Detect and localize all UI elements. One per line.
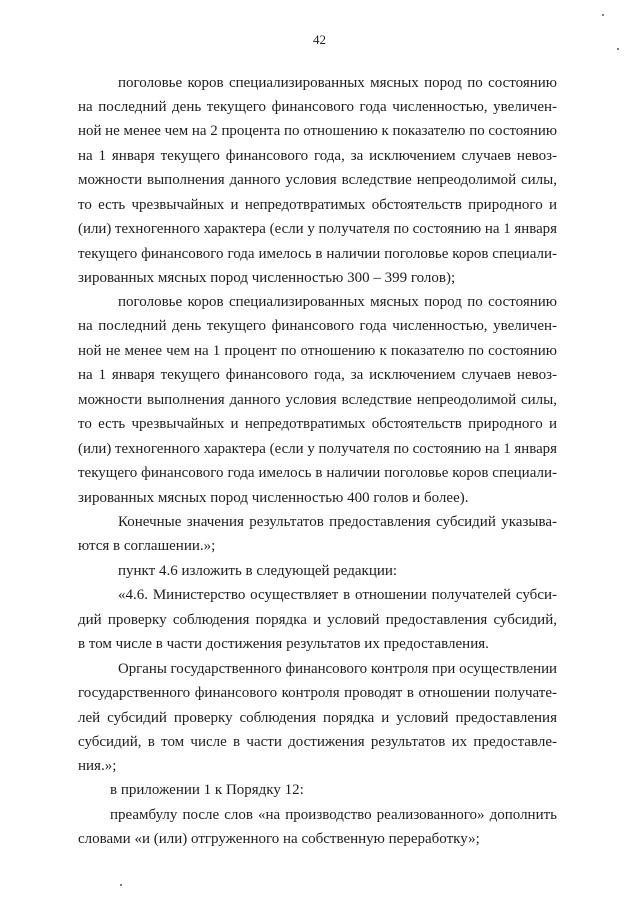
text-line: пункт 4.6 изложить в следующей редакции: [118,563,398,579]
text-line: то есть чрезвычайных и непредотвратимых обстоятельств природного и [78,197,557,213]
scan-speck [120,884,122,886]
text-line: дий проверку соблюдения порядка и условий предоставления субсидий, [78,612,557,628]
text-line: ются в соглашении.»; [78,538,216,554]
text-line: на 1 января текущего финансового года, за исключением случаев невоз- [78,148,557,164]
page-number: 42 [313,32,326,47]
text-line: поголовье коров специализированных мясных пород по состоянию [118,75,557,91]
text-line: (или) техногенного характера (если у получателя по состоянию на 1 января [78,221,557,237]
text-line: преамбулу после слов «на производство реализованного» дополнить [110,807,557,823]
text-line: зированных мясных пород численностью 400 голов и более). [78,490,469,506]
text-line: то есть чрезвычайных и непредотвратимых обстоятельств природного и [78,416,557,432]
text-line: в приложении 1 к Порядку 12: [110,782,304,798]
text-line: Органы государственного финансового контроля при осуществлении [118,661,557,677]
text-line: можности выполнения данного условия вследствие непреодолимой силы, [78,172,557,188]
text-line: ной не менее чем на 2 процента по отношению к показателю по состоянию [78,123,557,139]
text-line: субсидий, в том числе в части достижения результатов их предоставле- [78,734,557,750]
text-line: лей субсидий проверку соблюдения порядка и условий предоставления [78,710,557,726]
text-line: зированных мясных пород численностью 300 – 399 голов); [78,270,456,286]
text-line: (или) техногенного характера (если у получателя по состоянию на 1 января [78,441,557,457]
text-line: на 1 января текущего финансового года, за исключением случаев невоз- [78,367,557,383]
text-line: текущего финансового года имелось в наличии поголовье коров специали- [78,246,557,262]
text-line: государственного финансового контроля проводят в отношении получате- [78,685,557,701]
text-line: ния.»; [78,758,117,774]
text-line: в том числе в части достижения результатов их предоставления. [78,636,489,652]
text-line: на последний день текущего финансового года численностью, увеличен- [78,99,557,115]
scan-speck [602,14,604,16]
text-line: на последний день текущего финансового года численностью, увеличен- [78,318,557,334]
text-line: Конечные значения результатов предоставления субсидий указыва- [118,514,557,530]
text-line: текущего финансового года имелось в наличии поголовье коров специали- [78,465,557,481]
text-line: ной не менее чем на 1 процент по отношению к показателю по состоянию [78,343,557,359]
text-line: поголовье коров специализированных мясных пород по состоянию [118,294,557,310]
text-line: словами «и (или) отгруженного на собственную переработку»; [78,831,480,847]
scan-speck [617,48,619,50]
text-line: можности выполнения данного условия вследствие непреодолимой силы, [78,392,557,408]
text-line: «4.6. Министерство осуществляет в отношении получателей субси- [118,587,557,603]
